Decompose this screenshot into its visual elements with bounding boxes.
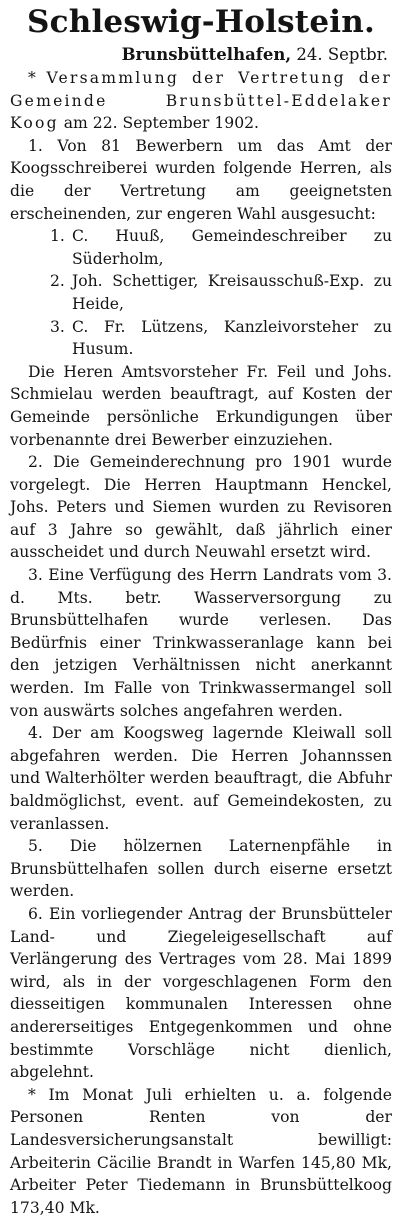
item-3-paragraph: 3. Eine Verfügung des Herrn Landrats vom 3. d. Mts. betr. Wasserversorgung zu Brunsbüttelhafen wurde verlesen. Das Bedürfnis einer Trinkwasseranlage kann bei den jetzigen Verhältnissen nicht anerkannt werden. Im Falle von Trinkwassermangel soll von auswärts solches angefahren werden.	[10, 566, 392, 720]
intro-heading: Versammlung der Vertretung der Gemeinde Brunsbüttel-Eddelaker Koog	[10, 69, 392, 133]
candidate-item	[10, 316, 392, 361]
intro-marker: *	[28, 69, 47, 87]
dateline-date: 24. Septbr.	[296, 45, 388, 64]
item-1-continuation: Die Heren Amtsvorsteher Fr. Feil und Johs. Schmielau werden beauftragt, auf Kosten der Gemeinde persönliche Erkundigungen über vorbenannte drei Bewerber einzuziehen.	[10, 362, 392, 449]
item-4-paragraph: 4. Der am Koogsweg lagernde Kleiwall soll abgefahren werden. Die Herren Johannssen und Walterhölter werden beauftragt, die Abfuhr baldmöglichst, event. auf Gemeindekosten, zu veranlassen.	[10, 724, 392, 833]
item-2-paragraph: 2. Die Gemeinderechnung pro 1901 wurde vorgelegt. Die Herren Hauptmann Henckel, Johs. Peters und Siemen wurden zu Revisoren auf 3 Jahre so gewählt, daß jährlich einer ausscheidet und durch Neuwahl ersetzt wird.	[10, 453, 392, 562]
dateline	[10, 42, 392, 67]
intro-date: am 22. September 1902.	[58, 114, 259, 133]
article-body	[10, 67, 392, 1219]
candidate-text: C. Fr. Lützens, Kanzleivorsteher zu Husum.	[72, 317, 392, 359]
item-6-paragraph: 6. Ein vorliegender Antrag der Brunsbütteler Land- und Ziegeleigesellschaft auf Verlängerung des Vertrages vom 28. Mai 1899 wird, als in der vorgeschlagenen Form den diesseitigen kommunalen Interessen ohne andererseitiges Entgegenkommen und ohne bestimmte Vorschläge nicht dienlich, abgelehnt.	[10, 904, 392, 1082]
candidate-item	[10, 225, 392, 270]
headline: Schleswig-Holstein.	[27, 4, 375, 40]
item-1-paragraph: 1. Von 81 Bewerbern um das Amt der Koogsschreiberei wurden folgende Herren, als die der Vertretung am geeignetsten erscheinenden, zur engeren Wahl ausgesucht:	[10, 136, 392, 223]
candidate-text: C. Huuß, Gemeindeschreiber zu Süderholm,	[72, 227, 392, 268]
candidate-list	[10, 225, 392, 361]
candidate-number: 2.	[50, 272, 65, 291]
pension-notice-paragraph: * Im Monat Juli erhielten u. a. folgende Personen Renten von der Landesversicherungsanstalt bewilligt: Arbeiterin Cäcilie Brandt in Warfen 145,80 Mk, Arbeiter Peter Tiedemann in Brunsbüttelkoog 173,40 Mk.	[10, 1085, 392, 1217]
candidate-number: 1.	[50, 227, 65, 246]
item-5-paragraph: 5. Die hölzernen Laternenpfähle in Brunsbüttelhafen sollen durch eiserne ersetzt werden.	[10, 837, 392, 901]
candidate-number: 3.	[50, 317, 65, 336]
intro-paragraph	[10, 67, 392, 135]
dateline-place: Brunsbüttelhafen,	[121, 45, 292, 64]
candidate-text: Joh. Schettiger, Kreisausschuß-Exp. zu Heide,	[72, 272, 392, 313]
candidate-item	[10, 270, 392, 315]
